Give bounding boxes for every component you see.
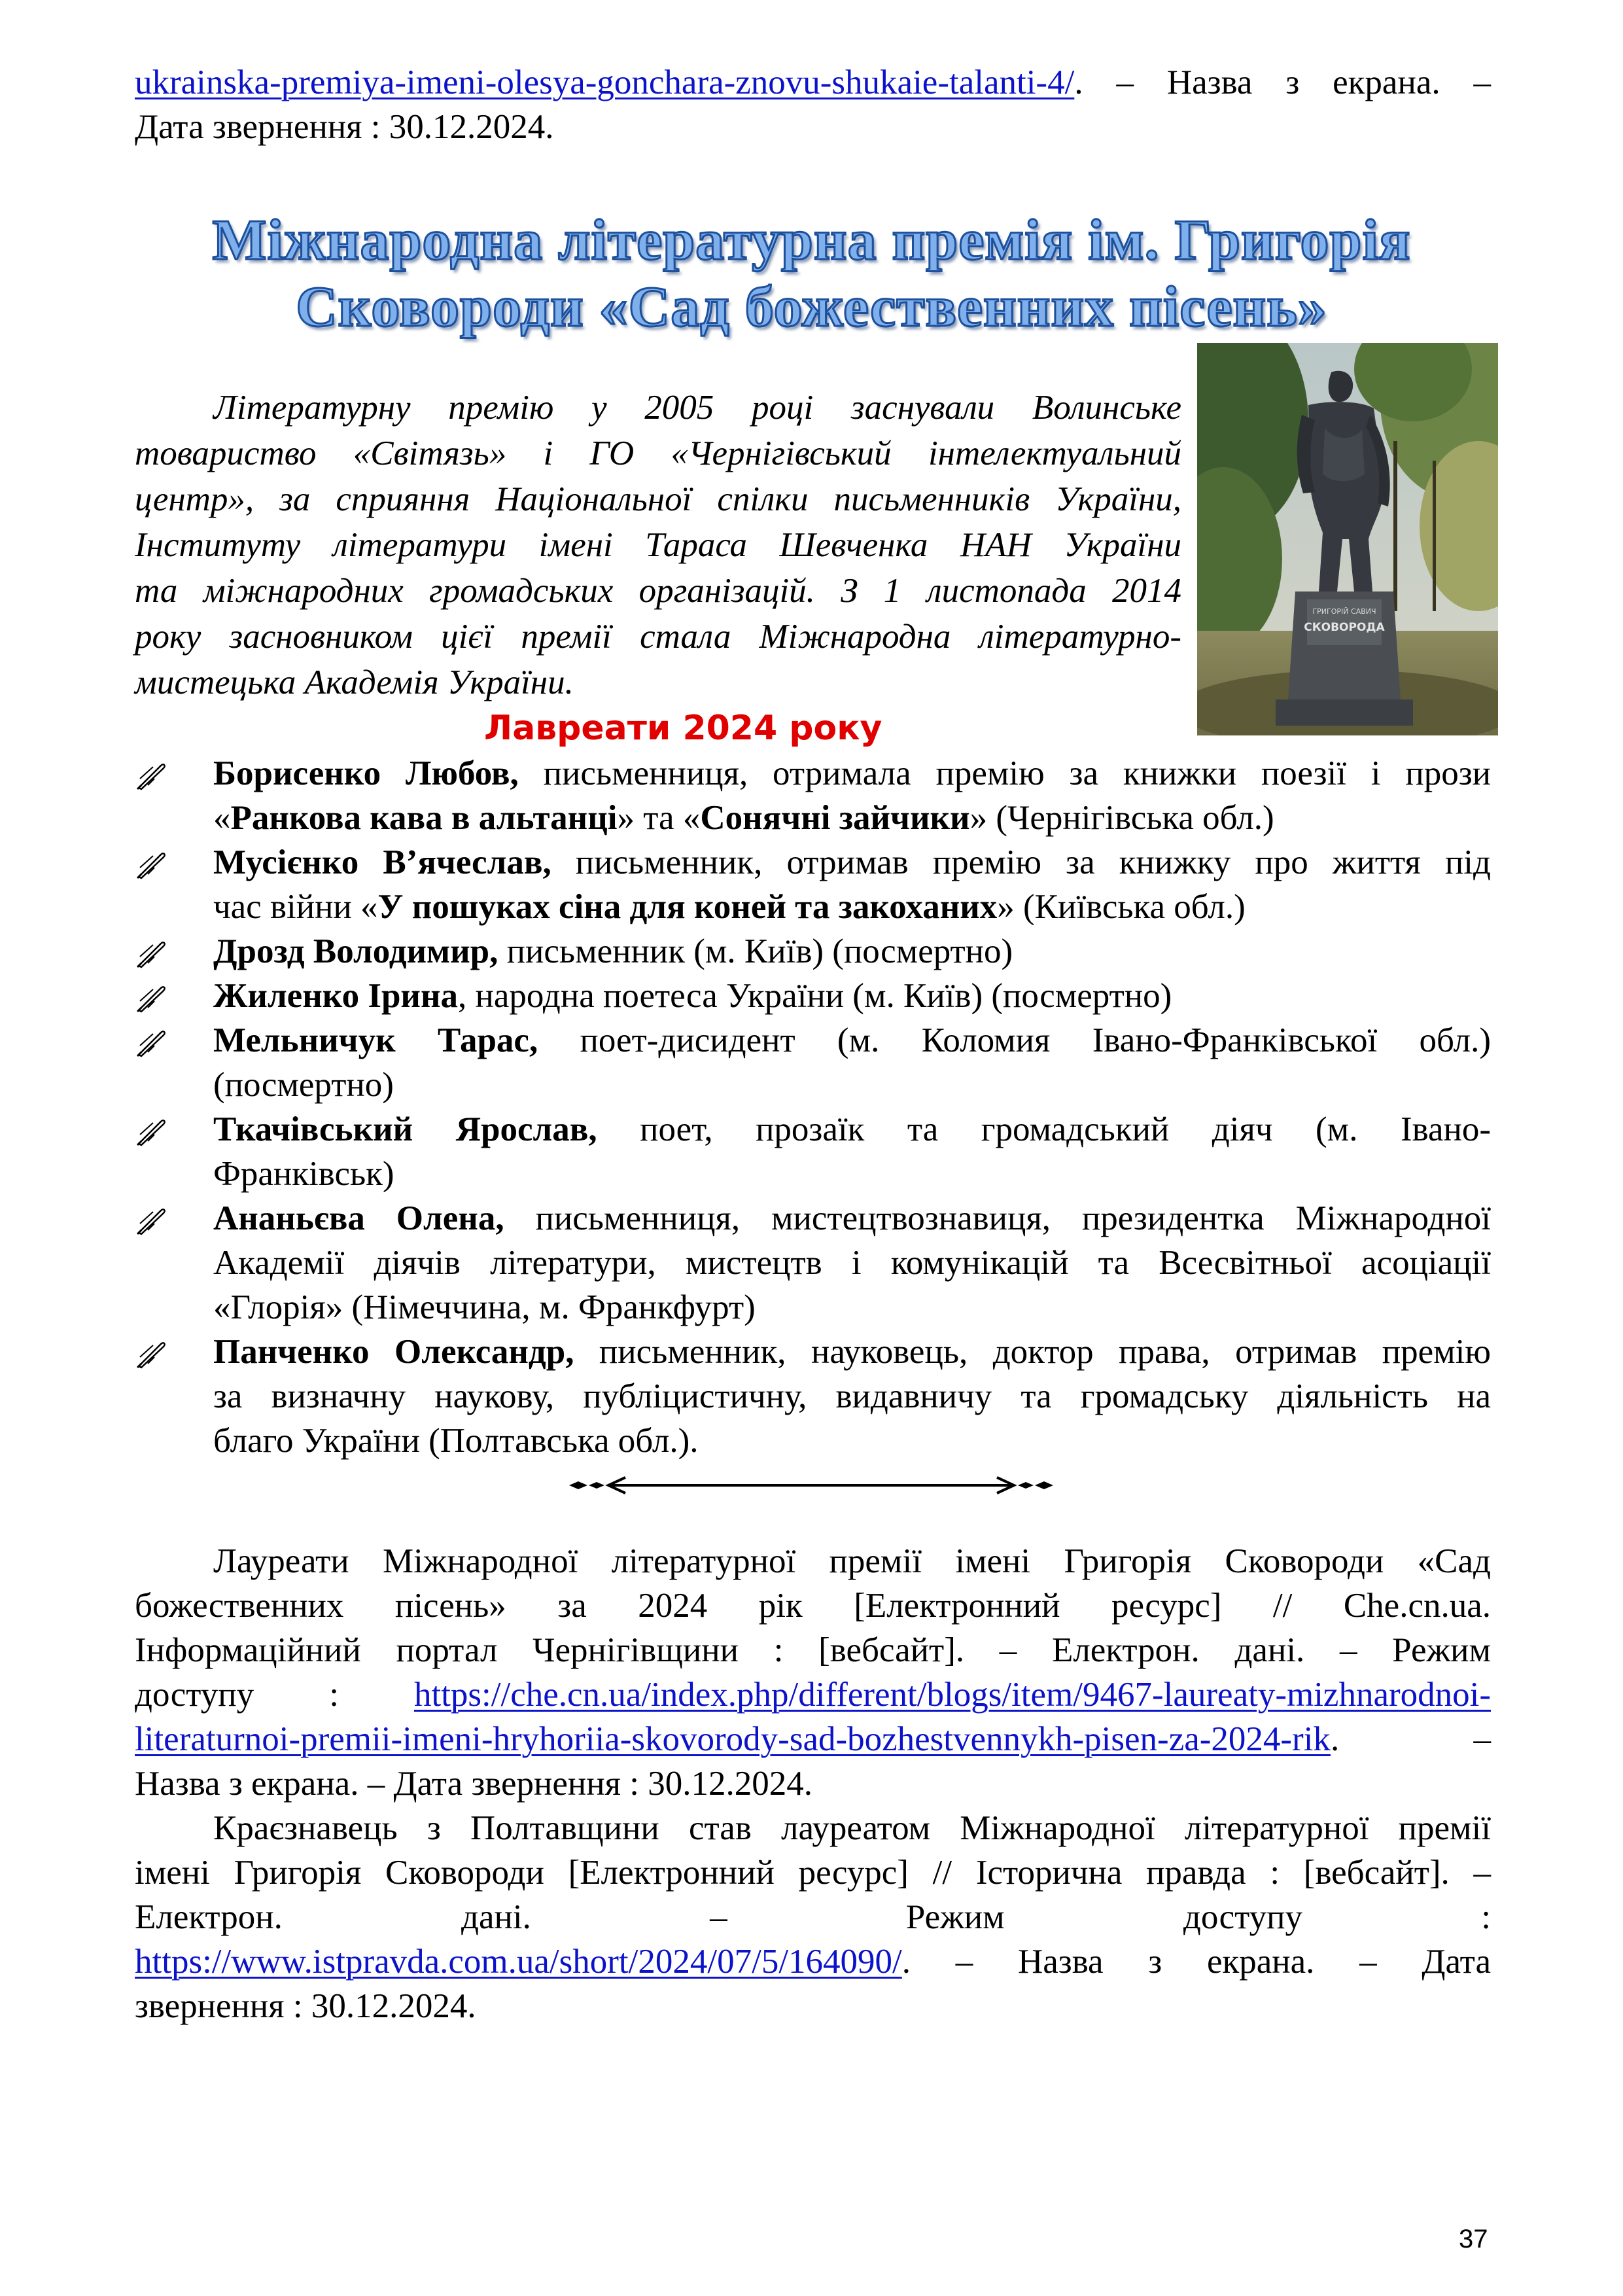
laureate-5-line-2: (посмертно) [213,1066,394,1104]
laureate-2-line-1 [213,840,1491,885]
plaque-line-1: ГРИГОРІЙ САВИЧ [1312,607,1376,616]
laureate-1-book-1: Ранкова кава в альтанці [230,799,618,837]
laureate-2-region: » (Київська обл.) [997,888,1246,926]
plaque-line-2: СКОВОРОДА [1304,621,1385,634]
ornament-divider [563,1472,1060,1498]
prev-reference-link[interactable]: ukrainska-premiya-imeni-olesya-gonchara-znovu-shukaie-talanti-4/ [135,63,1075,101]
laureates-heading: Лавреати 2024 року [484,709,882,748]
ref2-line-1: Краєзнавець з Полтавщини став лауреатом Міжнародної літературної премії [213,1809,1491,1847]
laureate-5-name: Мельничук Тарас, [213,1021,538,1059]
laureate-8-line-2: за визначну наукову, публіцистичну, видавничу та громадську діяльність на [213,1377,1491,1415]
intro-line-4: Інституту літератури імені Тараса Шевченка НАН України [135,526,1181,564]
laureate-2-book: У пошуках сіна для коней та закоханих [377,888,998,926]
laureate-7-name: Ананьєва Олена, [213,1199,504,1237]
quill-bullet-icon [135,981,167,1014]
quill-bullet-icon [135,1204,167,1237]
laureate-6-desc: поет, прозаїк та громадський діяч (м. Івано- [597,1110,1491,1148]
laureate-6-name: Ткачівський Ярослав, [213,1110,597,1148]
ref2-line-3 [135,1895,1491,1939]
prev-reference-date: Дата звернення : 30.12.2024. [135,108,554,146]
laureate-8-line-1 [213,1330,1491,1374]
intro-line-1: Літературну премію у 2005 році заснували Волинське [213,389,1181,427]
ref2-line-4 [135,1939,1491,1984]
ref2-link-tail: . – Назва з екрана. – Дата [901,1943,1491,1981]
laureate-3-desc: письменник (м. Київ) (посмертно) [498,932,1013,970]
laureate-8-line-3: благо України (Полтавська обл.). [213,1422,699,1460]
ref1-line-3: Інформаційний портал Чернігівщини : [вебсайт]. – Електрон. дані. – Режим [135,1631,1491,1669]
laureate-4-name: Жиленко Ірина [213,977,459,1015]
intro-line-7: мистецька Академія України. [135,663,574,701]
laureate-1-desc: письменниця, отримала премію за книжки поезії і прози [518,754,1492,792]
ref2-word-5: доступу [1183,1898,1302,1936]
laureate-4-desc: , народна поетеса України (м. Київ) (посмертно) [458,977,1172,1015]
laureate-2-name: Мусієнко В’ячеслав, [213,843,551,881]
page-number: 37 [1459,2225,1488,2253]
laureate-2-pre: час війни « [213,888,378,926]
ref1-line-4 [135,1672,1491,1717]
ref2-line-5: звернення : 30.12.2024. [135,1987,476,2025]
prev-reference-line [135,60,1491,105]
prev-reference-tail: . – Назва з екрана. – [1074,63,1491,101]
ref1-link-tail: . – [1330,1720,1491,1758]
laureate-6-line-1 [213,1107,1491,1152]
laureate-3-name: Дрозд Володимир, [213,932,498,970]
laureate-4-line-1 [213,974,1491,1018]
laureate-7-line-1 [213,1196,1491,1241]
monument-photo [1197,343,1498,735]
ref2-word-4: Режим [905,1898,1005,1936]
laureate-7-desc: письменниця, мистецтвознавиця, президентка Міжнародної [504,1199,1492,1237]
ref2-word-2: дані. [461,1898,531,1936]
ref1-line-2: божественних пісень» за 2024 рік [Електронний ресурс] // Che.cn.ua. [135,1587,1491,1625]
laureate-1-quote-open: « [213,799,231,837]
page-title-line-2: Сковороди «Сад божественних пісень» [296,275,1327,339]
laureate-1-name: Борисенко Любов, [213,754,519,792]
laureate-6-line-2: Франківськ) [213,1155,394,1193]
quill-bullet-icon [135,937,167,970]
quill-bullet-icon [135,1115,167,1148]
laureate-2-desc: письменник, отримав премію за книжку про життя під [551,843,1491,881]
laureate-5-line-1 [213,1018,1491,1063]
laureate-7-line-3: «Глорія» (Німеччина, м. Франкфурт) [213,1288,756,1326]
laureate-1-mid: » та « [617,799,701,837]
ref2-word-6: : [1481,1898,1491,1936]
ref1-line-1: Лауреати Міжнародної літературної премії імені Григорія Сковороди «Сад [213,1542,1491,1580]
quill-bullet-icon [135,759,167,792]
ref1-link-part-2[interactable]: literaturnoi-premii-imeni-hryhoriia-skovorody-sad-bozhestvennykh-pisen-za-2024-rik [135,1720,1331,1758]
laureate-8-name: Панченко Олександр, [213,1333,574,1371]
intro-line-5: та міжнародних громадських організацій. З 1 листопада 2014 [135,572,1181,610]
laureate-1-book-2: Сонячні зайчики [700,799,970,837]
ref2-link[interactable]: https://www.istpravda.com.ua/short/2024/07/5/164090/ [135,1943,902,1981]
page-title-line-1: Міжнародна літературна премія ім. Григорія [212,209,1411,272]
intro-line-2: товариство «Світязь» і ГО «Чернігівський інтелектуальний [135,434,1181,472]
quill-bullet-icon [135,1026,167,1059]
quill-bullet-icon [135,848,167,881]
quill-bullet-icon [135,1337,167,1370]
ref1-line-6: Назва з екрана. – Дата звернення : 30.12.2024. [135,1765,812,1803]
laureate-7-line-2: Академії діячів літератури, мистецтв і комунікацій та Всесвітньої асоціації [213,1244,1491,1282]
ref2-word-3: – [710,1898,727,1936]
laureate-5-desc: поет-дисидент (м. Коломия Івано-Франківської обл.) [538,1021,1491,1059]
ref1-link-part-1[interactable]: https://che.cn.ua/index.php/different/blogs/item/9467-laureaty-mizhnarodnoi- [413,1676,1491,1714]
intro-line-3: центр», за сприяння Національної спілки письменників України, [135,480,1181,518]
ref1-access-label: доступу : [135,1676,414,1714]
laureate-2-line-2 [213,885,1491,929]
laureate-8-desc: письменник, науковець, доктор права, отримав премію [574,1333,1492,1371]
laureate-1-line-2 [213,796,1491,840]
ref2-word-1: Електрон. [135,1898,283,1936]
laureate-1-region: » (Чернігівська обл.) [969,799,1274,837]
ref2-line-2: імені Григорія Сковороди [Електронний ресурс] // Історична правда : [вебсайт]. – [135,1854,1491,1892]
intro-line-6: року засновником цієї премії стала Міжнародна літературно- [135,618,1181,656]
ref1-line-5 [135,1717,1491,1761]
laureate-1-line-1 [213,751,1491,796]
laureate-3-line-1 [213,929,1491,974]
